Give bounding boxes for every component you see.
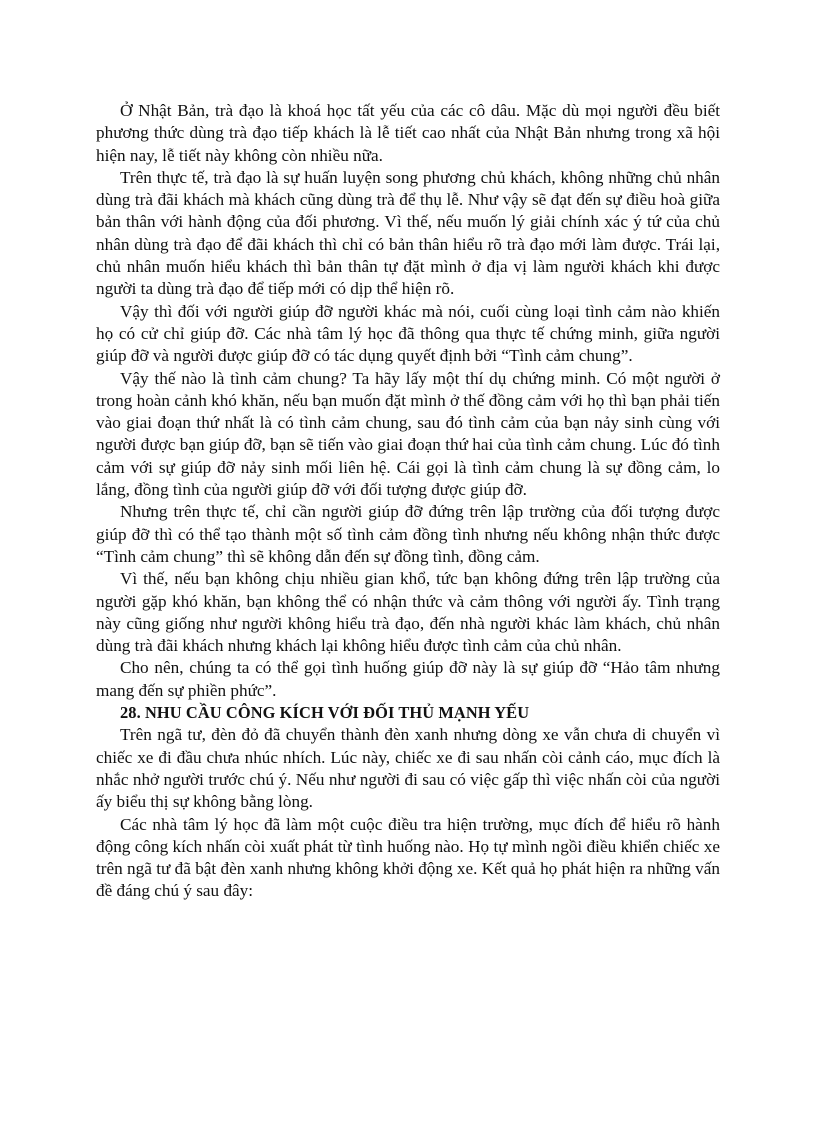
document-page [96,100,720,903]
paragraph-hardship: Vì thế, nếu bạn không chịu nhiều gian khổ, tức bạn không đứng trên lập trường của người gặp khó khăn, bạn không thể có nhận thức và cảm thông với người ấy. Tình trạng này cũng giống như người không hiểu trà đạo, đến nhà người khác làm khách, chủ nhân dùng trà đãi khách nhưng khách lại không hiểu được tình cảm của chủ nhân. [96,569,720,656]
paragraph-in-practice: Nhưng trên thực tế, chỉ cần người giúp đỡ đứng trên lập trường của đối tượng được giúp đỡ thì có thể tạo thành một số tình cảm đồng tình nhưng nếu không nhận thức được “Tình cảm chung” thì sẽ không dẫn đến sự đồng tình, đồng cảm. [96,502,720,566]
paragraph-helper-emotion: Vậy thì đối với người giúp đỡ người khác mà nói, cuối cùng loại tình cảm nào khiến họ có cử chỉ giúp đỡ. Các nhà tâm lý học đã thông qua thực tế chứng minh, giữa người giúp đỡ và người được giúp đỡ có tác dụng quyết định bởi “Tình cảm chung”. [96,301,720,366]
paragraph-conclusion: Cho nên, chúng ta có thể gọi tình huống giúp đỡ này là sự giúp đỡ “Hảo tâm nhưng mang đến sự phiền phức”. [96,658,720,700]
paragraph-shared-feeling: Vậy thế nào là tình cảm chung? Ta hãy lấy một thí dụ chứng minh. Có một người ở trong hoàn cảnh khó khăn, nếu bạn muốn đặt mình ở thế đồng cảm với họ thì bạn phải tiến vào giai đoạn thứ nhất là có tình cảm chung, sau đó tình cảm của bạn nảy sinh cùng với người được bạn giúp đỡ, bạn sẽ tiến vào giai đoạn thứ hai của tình cảm chung. Lúc đó tình cảm với sự giúp đỡ nảy sinh mối liên hệ. Cái gọi là tình cảm chung là sự đồng cảm, lo lắng, đồng tình của người giúp đỡ với đối tượng được giúp đỡ. [96,368,720,500]
paragraph-field-study: Các nhà tâm lý học đã làm một cuộc điều tra hiện trường, mục đích để hiểu rõ hành động công kích nhấn còi xuất phát từ tình huống nào. Họ tự mình ngồi điều khiển chiếc xe trên ngã tư đã bật đèn xanh nhưng không khởi động xe. Kết quả họ phát hiện ra những vấn đề đáng chú ý sau đây: [96,814,720,901]
paragraph-tea-ceremony-mutual: Trên thực tế, trà đạo là sự huấn luyện song phương chủ khách, không những chủ nhân dùng trà đãi khách mà khách cũng dùng trà để thụ lễ. Như vậy sẽ đạt đến sự điều hoà giữa bản thân với hành động của đối phương. Vì thế, nếu muốn lý giải chính xác ý tứ của chủ nhân dùng trà đạo để đãi khách thì chỉ có bản thân hiểu rõ trà đạo mới làm được. Trái lại, chủ nhân muốn hiểu khách thì bản thân tự đặt mình ở địa vị làm người khách khi được người ta dùng trà đạo để tiếp mới có dịp thể hiện rõ. [96,167,720,299]
section-heading: 28. NHU CẦU CÔNG KÍCH VỚI ĐỐI THỦ MẠNH YẾU [120,703,530,723]
paragraph-tea-ceremony-intro: Ở Nhật Bản, trà đạo là khoá học tất yếu của các cô dâu. Mặc dù mọi người đều biết phương thức dùng trà đạo tiếp khách là lễ tiết cao nhất của Nhật Bản nhưng trong xã hội hiện nay, lễ tiết này không còn nhiều nữa. [96,101,720,165]
paragraph-intersection: Trên ngã tư, đèn đỏ đã chuyển thành đèn xanh nhưng dòng xe vẫn chưa di chuyển vì chiếc xe đi đầu chưa nhúc nhích. Lúc này, chiếc xe đi sau nhấn còi cảnh cáo, mục đích là nhắc nhở người trước chú ý. Nếu như người đi sau có việc gấp thì việc nhấn còi của người ấy biểu thị sự không bằng lòng. [96,725,720,812]
